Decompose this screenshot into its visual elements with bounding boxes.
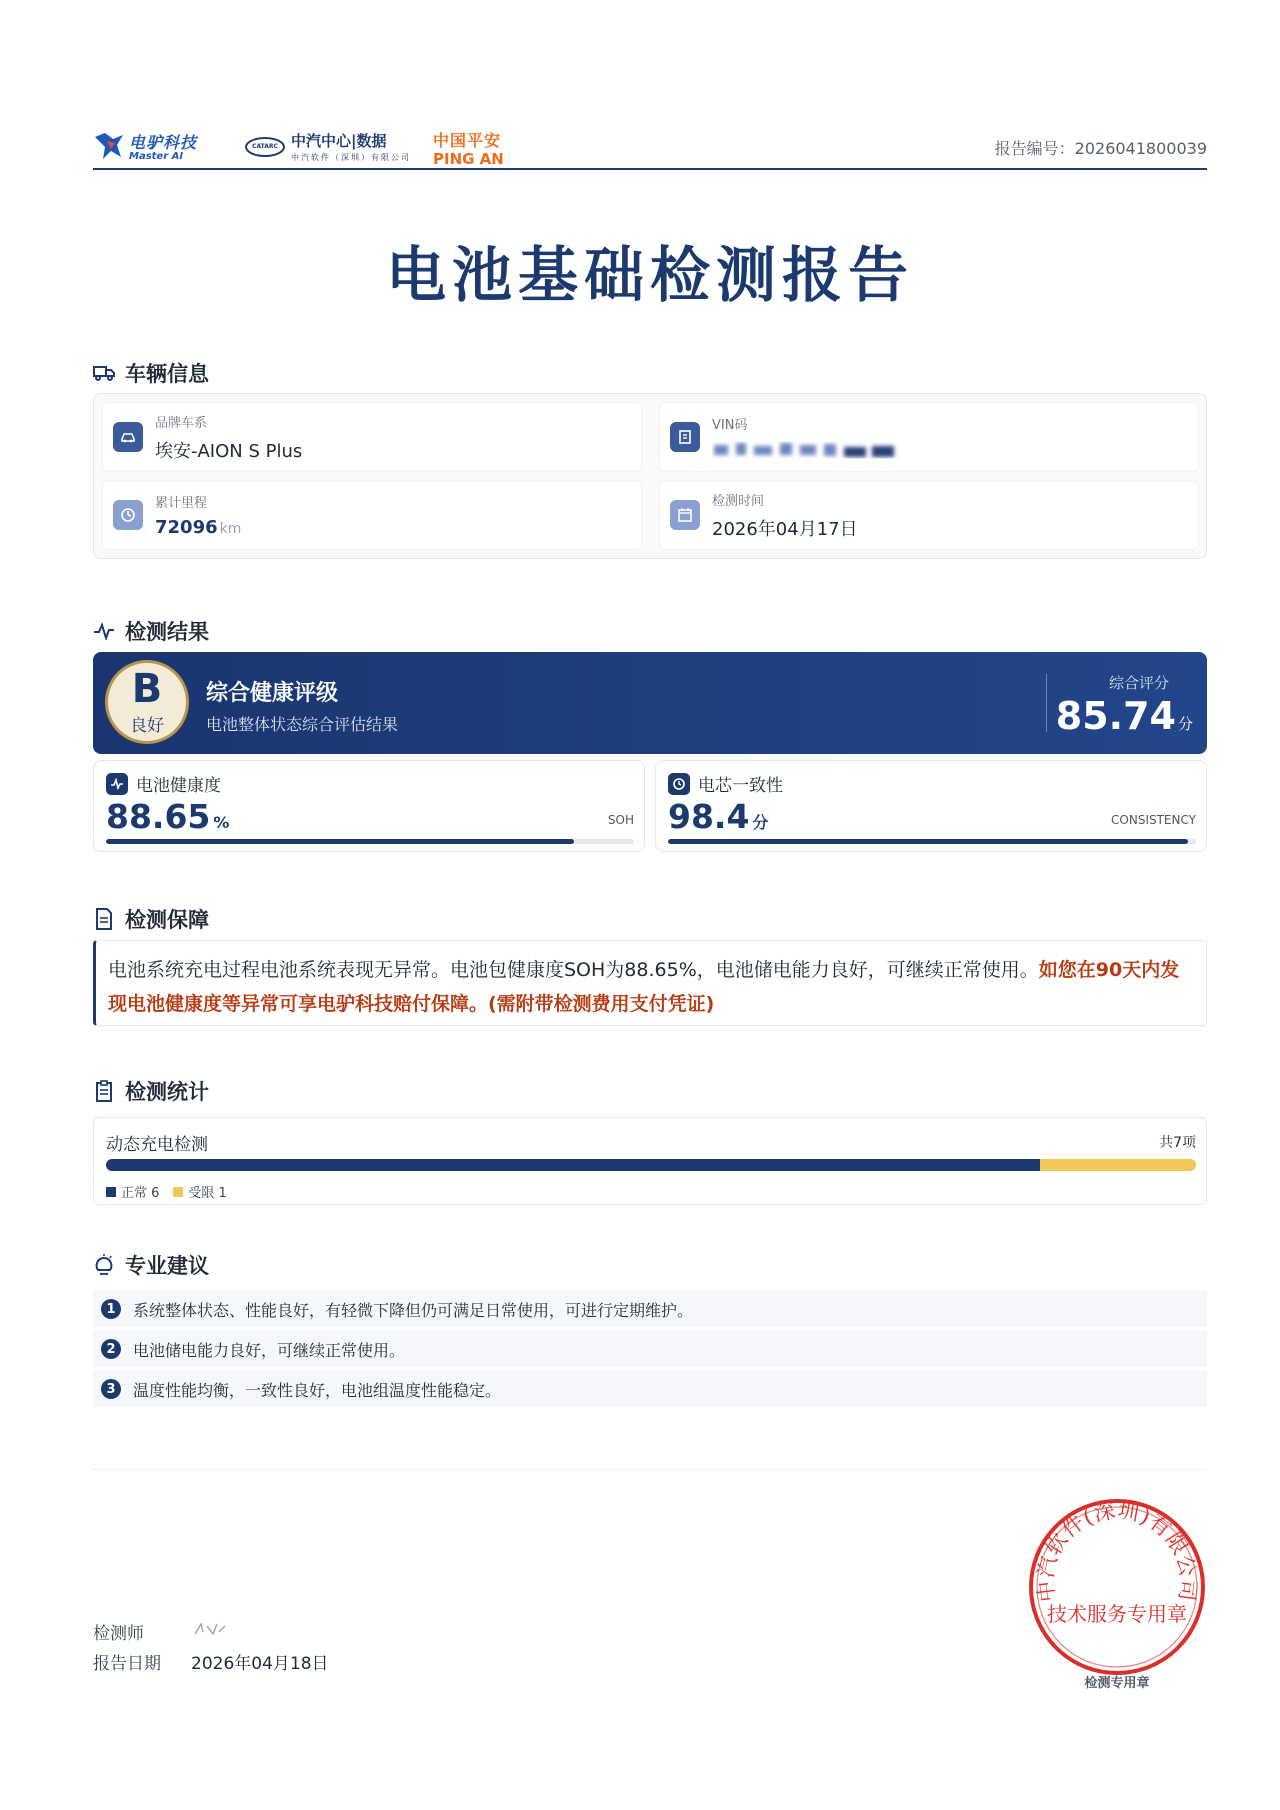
- guarantee-warning: 如您在90天内发现电池健康度等异常可享电驴科技赔付保障。(需附带检测费用支付凭证): [108, 959, 1180, 1015]
- health-rating-banner: [93, 652, 1207, 754]
- seal-caption: 检测专用章: [1084, 1676, 1150, 1691]
- catarc-logo-sub: 中汽软件（深圳）有限公司: [291, 153, 411, 162]
- overall-score: [1056, 694, 1193, 738]
- mileage-unit: km: [219, 521, 242, 537]
- stats-limited-segment: [1040, 1159, 1196, 1171]
- report-number-label: 报告编号：: [994, 139, 1075, 158]
- banner-divider: [1046, 674, 1047, 732]
- brand-value: 埃安-AION S Plus: [155, 440, 303, 462]
- car-icon: [113, 422, 143, 452]
- score-value: 85.74: [1055, 694, 1176, 738]
- advice-item: [93, 1371, 1207, 1407]
- consistency-value: 98.4: [668, 797, 750, 836]
- truck-icon: [93, 362, 115, 384]
- catarc-mark: CATARC: [245, 137, 285, 157]
- results-section-label: 检测结果: [125, 620, 209, 644]
- advice-number: 3: [101, 1379, 121, 1399]
- banner-subtitle: 电池整体状态综合评估结果: [206, 715, 399, 734]
- soh-tag: SOH: [607, 813, 634, 827]
- advice-number: 2: [101, 1339, 121, 1359]
- guarantee-section-title: [93, 904, 209, 934]
- vehicle-section-label: 车辆信息: [125, 362, 209, 386]
- results-section-title: [93, 616, 209, 646]
- inspection-date-label: 检测时间: [712, 493, 765, 509]
- score-unit: 分: [1177, 715, 1193, 733]
- grade-label: 良好: [130, 715, 164, 736]
- report-page: [93, 0, 1207, 1810]
- soh-card: [93, 760, 645, 852]
- legend-normal: [106, 1182, 159, 1201]
- dianlv-logo-text: 电驴科技: [129, 133, 198, 152]
- calendar-icon: [670, 500, 700, 530]
- legend-limited: [173, 1182, 226, 1201]
- banner-title: 综合健康评级: [206, 681, 339, 706]
- consistency-label: 电芯一致性: [698, 776, 783, 796]
- guarantee-box: [93, 940, 1207, 1026]
- official-seal: [1027, 1497, 1207, 1677]
- bulb-icon: [93, 1254, 115, 1276]
- donkey-logo-icon: [93, 131, 125, 161]
- svg-text:技术服务专用章: 技术服务专用章: [1047, 1602, 1187, 1626]
- pingan-logo-en: PING AN: [433, 150, 504, 168]
- grade-badge: [105, 660, 189, 744]
- catarc-logo-text: 中汽中心|数据: [291, 132, 387, 150]
- heartbeat-icon: [106, 773, 128, 795]
- consistency-progress-track: [668, 839, 1196, 844]
- consistency-unit: 分: [752, 813, 769, 832]
- stats-item-name: 动态充电检测: [106, 1135, 208, 1155]
- clock-icon: [668, 773, 690, 795]
- grade-letter: B: [131, 665, 163, 712]
- report-date-label: 报告日期: [93, 1654, 161, 1674]
- inspection-date-value: 2026年04月17日: [712, 518, 858, 540]
- inspection-date-field: [659, 480, 1199, 550]
- brand-label: 品牌车系: [155, 415, 208, 431]
- pingan-logo-text: 中国平安: [433, 131, 502, 150]
- report-number: [995, 136, 1207, 159]
- advice-text: 电池储电能力良好，可继续正常使用。: [133, 1340, 406, 1360]
- vin-redacted: [712, 439, 902, 461]
- consistency-tag: CONSISTENCY: [1111, 813, 1196, 827]
- stats-normal-segment: [106, 1159, 1040, 1171]
- document-id-icon: [670, 422, 700, 452]
- page-title: 电池基础检测报告: [386, 241, 914, 311]
- clipboard-icon: [93, 1080, 115, 1102]
- consistency-card: [655, 760, 1207, 852]
- stats-legend: [106, 1182, 241, 1201]
- advice-text: 系统整体状态、性能良好，有轻微下降但仍可满足日常使用，可进行定期维护。: [133, 1300, 694, 1320]
- advice-section-label: 专业建议: [125, 1254, 209, 1278]
- footer-divider: [93, 1469, 1207, 1470]
- vin-label: VIN码: [712, 417, 748, 433]
- legend-limited-label: 受限 1: [188, 1186, 227, 1201]
- guarantee-text: 电池系统充电过程电池系统表现无异常。电池包健康度SOH为88.65%，电池储电能力良好，可继续正常使用。: [108, 959, 1039, 981]
- soh-value: 88.65: [106, 797, 211, 836]
- legend-normal-label: 正常 6: [121, 1186, 160, 1201]
- stats-section-title: [93, 1076, 209, 1106]
- inspector-row: [93, 1619, 231, 1644]
- report-date-row: [93, 1649, 329, 1674]
- pulse-icon: [93, 620, 115, 642]
- soh-unit: %: [213, 813, 230, 832]
- report-date-value: 2026年04月18日: [191, 1654, 329, 1674]
- report-number-value: 2026041800039: [1074, 139, 1207, 158]
- advice-section-title: [93, 1250, 209, 1280]
- advice-number: 1: [101, 1299, 121, 1319]
- soh-progress-fill: [106, 839, 574, 844]
- stats-section-label: 检测统计: [125, 1080, 209, 1104]
- dianlv-logo: [93, 130, 197, 162]
- advice-item: [93, 1331, 1207, 1367]
- inspector-label: 检测师: [93, 1624, 144, 1644]
- mileage-value: 72096: [155, 517, 218, 538]
- stats-total: 共7项: [1159, 1135, 1196, 1151]
- vehicle-info-card: [93, 393, 1207, 559]
- stats-stacked-bar: [106, 1159, 1196, 1171]
- soh-label: 电池健康度: [136, 776, 221, 796]
- mileage-field: [102, 480, 642, 550]
- dianlv-logo-en: Master AI: [129, 151, 184, 162]
- report-header: [93, 124, 1207, 170]
- vehicle-section-title: [93, 358, 209, 388]
- stats-card: [93, 1117, 1207, 1205]
- gauge-icon: [113, 500, 143, 530]
- document-icon: [93, 908, 115, 930]
- legend-limited-swatch: [173, 1187, 183, 1197]
- catarc-logo: [245, 130, 411, 163]
- soh-progress-track: [106, 839, 634, 844]
- mileage-label: 累计里程: [155, 496, 208, 511]
- legend-normal-swatch: [106, 1187, 116, 1197]
- vin-field: [659, 402, 1199, 472]
- inspector-signature: [191, 1620, 231, 1643]
- advice-text: 温度性能均衡，一致性良好，电池组温度性能稳定。: [133, 1380, 502, 1400]
- score-label: 综合评分: [1108, 674, 1169, 692]
- brand-field: [102, 402, 642, 472]
- advice-item: [93, 1291, 1207, 1327]
- guarantee-section-label: 检测保障: [125, 908, 209, 932]
- svg-text:中汽软件(深圳)有限公司: 中汽软件(深圳)有限公司: [1033, 1498, 1201, 1604]
- consistency-progress-fill: [668, 839, 1188, 844]
- pingan-logo: [433, 128, 504, 168]
